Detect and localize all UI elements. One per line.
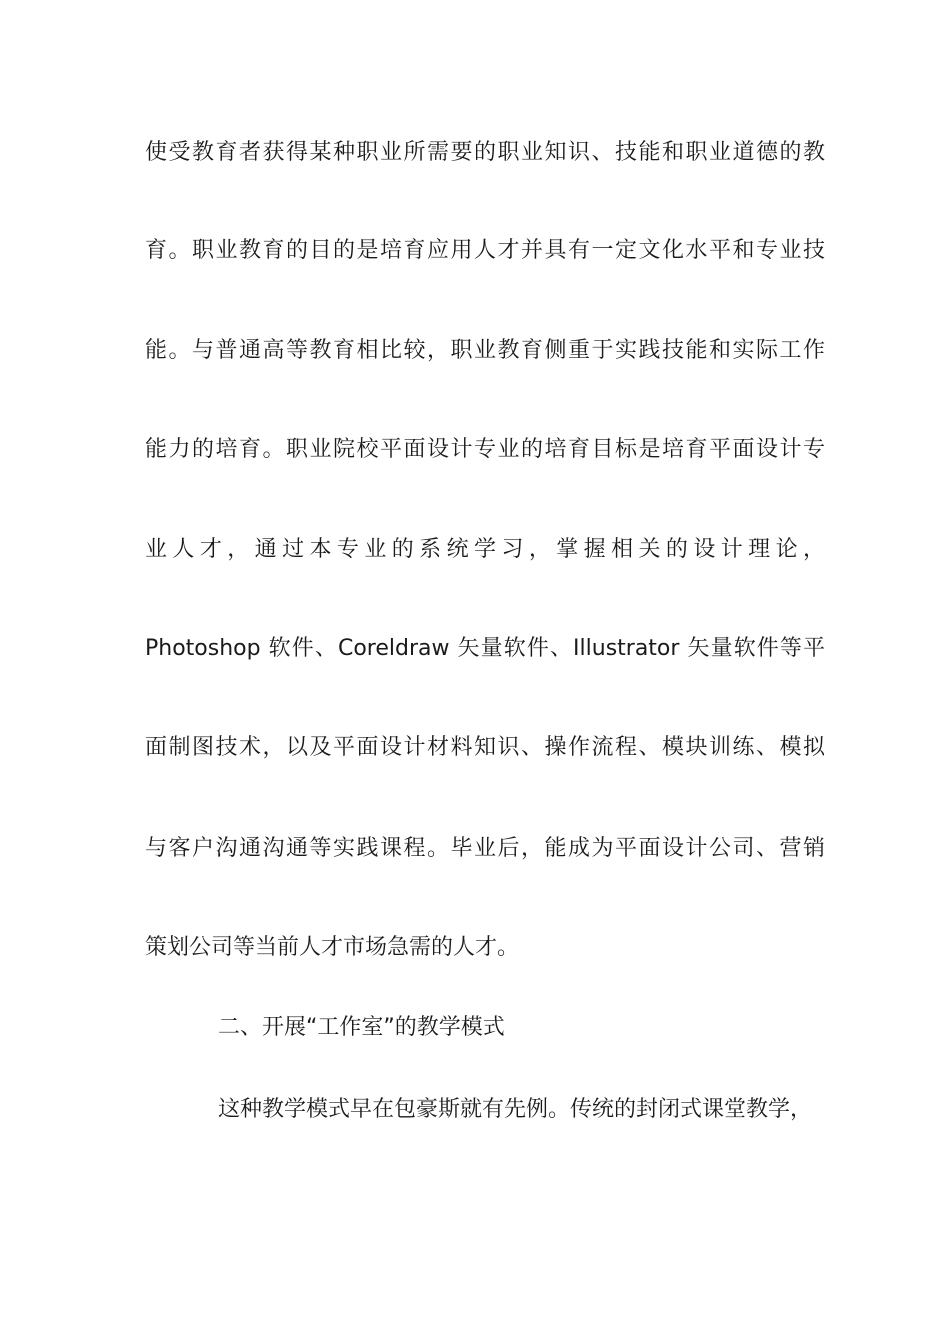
body-text-line-3: 能。与普通高等教育相比较，职业教育侧重于实践技能和实际工作: [145, 338, 825, 363]
paragraph-first-line: 这种教学模式早在包豪斯就有先例。传统的封闭式课堂教学，: [218, 1097, 813, 1122]
body-text-line-7: 面制图技术，以及平面设计材料知识、操作流程、模块训练、模拟: [145, 735, 825, 760]
section-heading: 二、开展“工作室”的教学模式: [218, 1015, 505, 1040]
body-text-line-4: 能力的培育。职业院校平面设计专业的培育目标是培育平面设计专: [145, 437, 825, 462]
body-text-line-2: 育。职业教育的目的是培育应用人才并具有一定文化水平和专业技: [145, 238, 825, 263]
body-text-line-5: 业人才，通过本专业的系统学习，掌握相关的设计理论，: [145, 537, 825, 562]
body-text-line-8: 与客户沟通沟通等实践课程。毕业后，能成为平面设计公司、营销: [145, 836, 825, 861]
body-text-line-6: Photoshop 软件、Coreldraw 矢量软件、Illustrator 矢量软件等平: [145, 636, 825, 661]
body-text-line-1: 使受教育者获得某种职业所需要的职业知识、技能和职业道德的教: [145, 140, 825, 165]
body-text-line-9: 策划公司等当前人才市场急需的人才。: [145, 935, 520, 960]
